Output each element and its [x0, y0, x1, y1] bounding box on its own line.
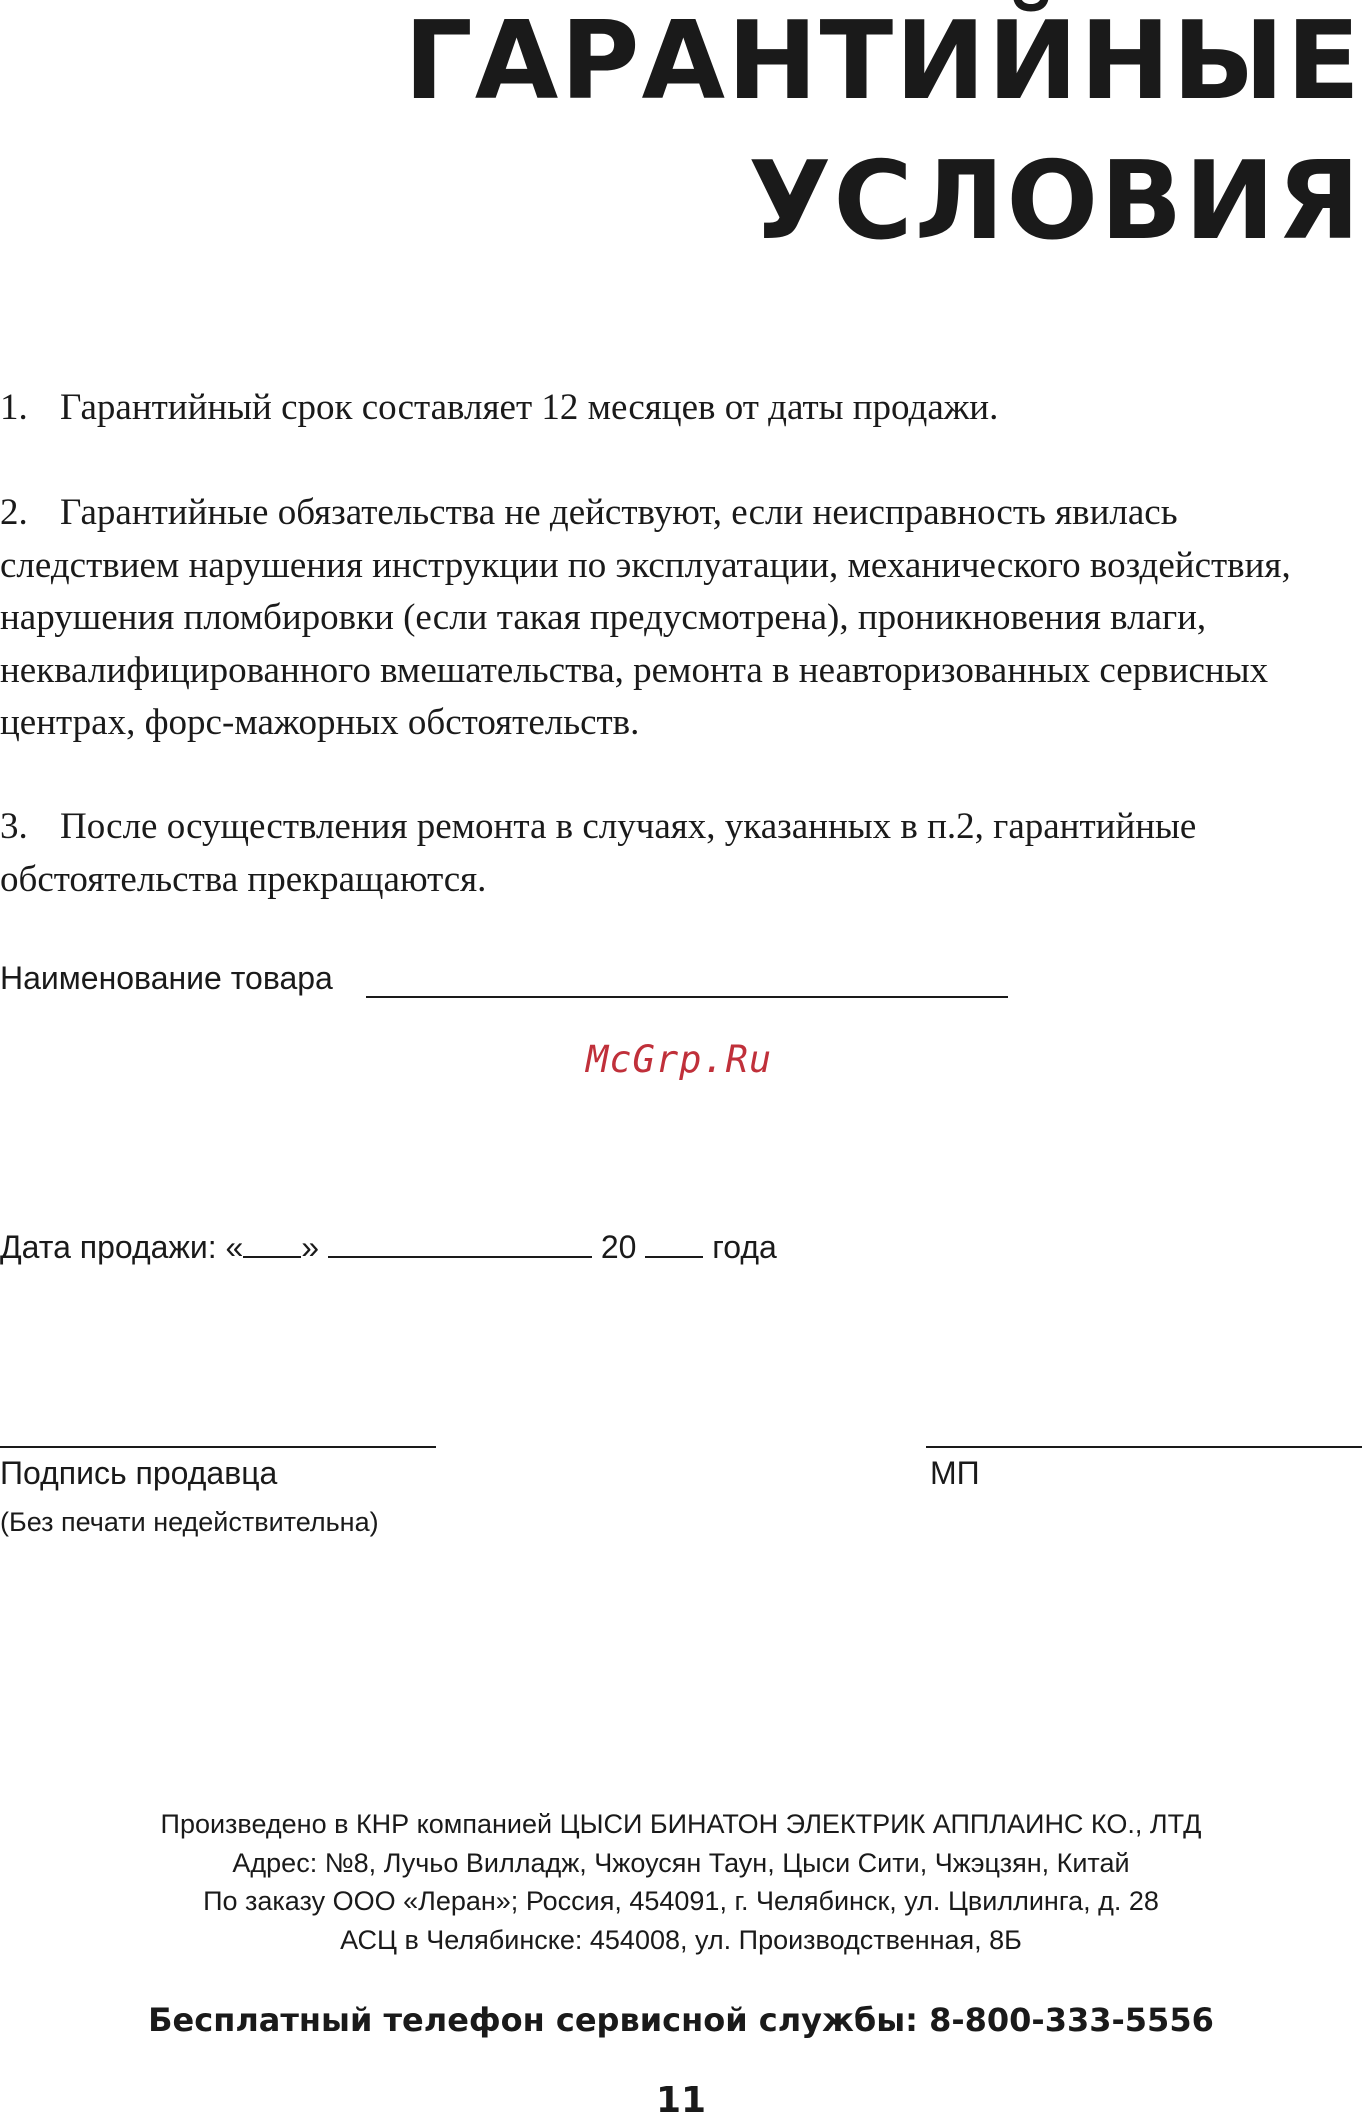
footer-line: Адрес: №8, Лучьо Вилладж, Чжоусян Таун, Цыси Сити, Чжэцзян, Китай [232, 1847, 1130, 1878]
sale-date-row [0, 1229, 777, 1266]
condition-text: Гарантийные обязательства не действуют, если неисправность явилась следствием нарушения инструкции по эксплуатации, механического воздействия, нарушения пломбировки (если такая предусмотрена), проникновения влаги, неквалифицированного вмешательства, ремонта в неавторизованных сервисных центрах, форс-мажорных обстоятельств. [0, 492, 1291, 743]
month-line[interactable] [328, 1232, 592, 1258]
stamp-label: МП [930, 1455, 980, 1491]
footer-line: По заказу ООО «Леран»; Россия, 454091, г. Челябинск, ул. Цвиллинга, д. 28 [203, 1886, 1159, 1916]
service-phone: Бесплатный телефон сервисной службы: 8-800-333-5556 [148, 2001, 1214, 2039]
condition-text: Гарантийный срок составляет 12 месяцев от даты продажи. [60, 387, 999, 428]
year-prefix: 20 [600, 1229, 637, 1265]
condition-number: 1. [0, 387, 28, 428]
condition-number: 2. [0, 492, 28, 533]
page-title-line-2: УСЛОВИЯ [748, 139, 1362, 264]
page-title-line-1: ГАРАНТИЙНЫЕ [403, 0, 1362, 124]
seller-signature-note: (Без печати недействительна) [0, 1507, 379, 1537]
product-name-label: Наименование товара [0, 960, 333, 996]
watermark: McGrp.Ru [586, 1038, 773, 1081]
year-line[interactable] [645, 1232, 703, 1258]
footer-line: Произведено в КНР компанией ЦЫСИ БИНАТОН ЭЛЕКТРИК АППЛАИНС КО., ЛТД [160, 1809, 1202, 1839]
date-close-quote: » [301, 1229, 320, 1265]
stamp-line[interactable] [926, 1446, 1362, 1448]
date-open-quote: « [225, 1229, 244, 1265]
condition-3 [0, 801, 1330, 906]
footer-line: АСЦ в Челябинске: 454008, ул. Производственная, 8Б [340, 1924, 1022, 1955]
sale-date-label: Дата продажи: [0, 1229, 217, 1265]
condition-number: 3. [0, 806, 28, 847]
condition-2 [0, 487, 1330, 750]
condition-text: После осуществления ремонта в случаях, указанных в п.2, гарантийные обстоятельства прекращаются. [0, 806, 1197, 900]
seller-signature-label: Подпись продавца [0, 1455, 278, 1491]
condition-1 [0, 382, 1330, 435]
page-number: 11 [655, 2080, 707, 2121]
year-suffix: года [712, 1229, 777, 1265]
seller-signature-line[interactable] [0, 1446, 436, 1448]
product-name-line[interactable] [366, 996, 1008, 998]
manufacturer-info [0, 1805, 1362, 1959]
day-line[interactable] [243, 1232, 301, 1258]
